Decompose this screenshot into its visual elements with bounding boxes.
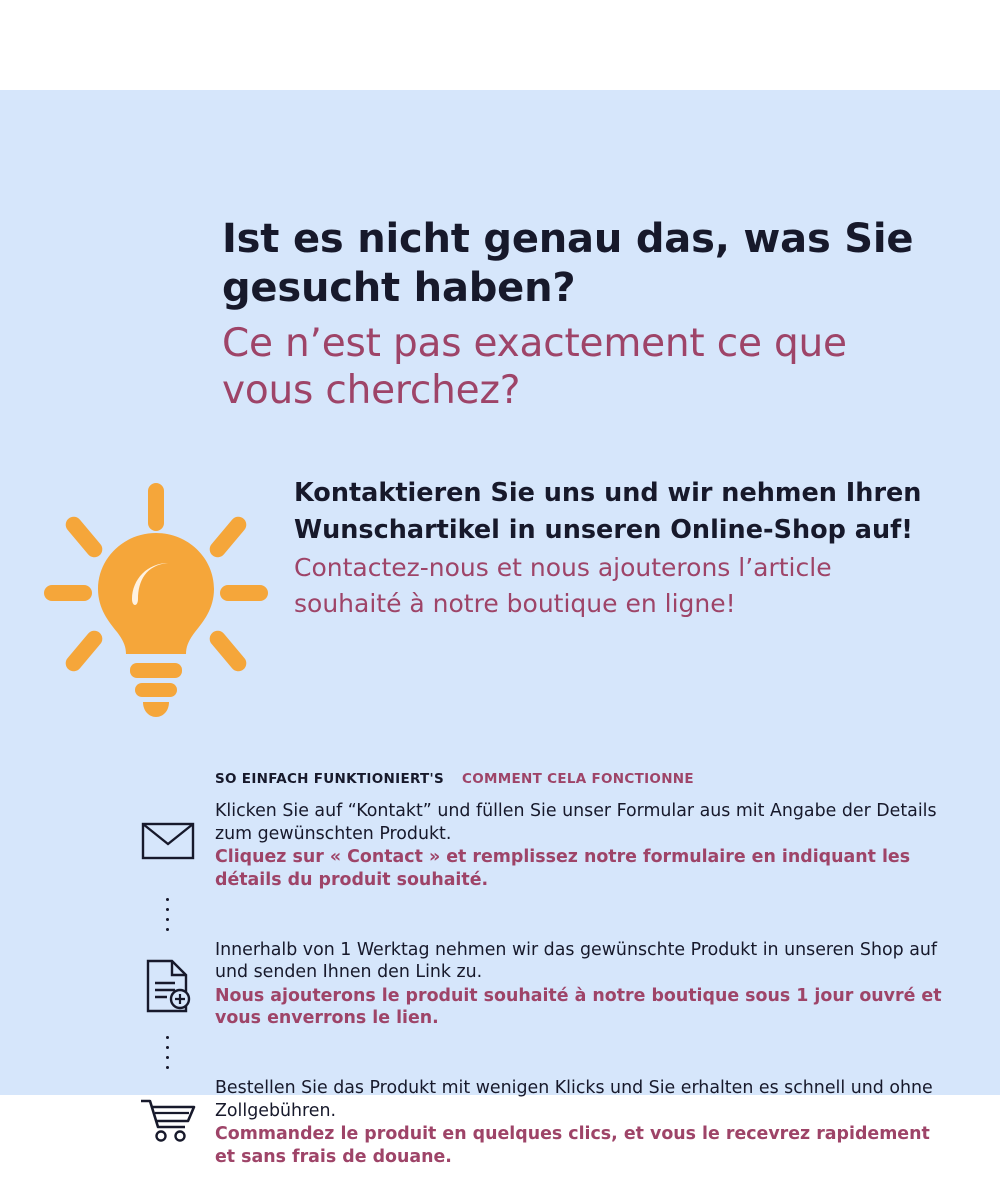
step-connector [120,1030,950,1075]
dotted-connector [120,892,215,937]
step-text [215,937,950,1031]
lightbulb-icon [36,475,276,725]
connector-dot [166,928,169,931]
connector-dot [166,908,169,911]
step-text-german: Innerhalb von 1 Werktag nehmen wir das gewünschte Produkt in unseren Shop auf und senden Ihnen den Link zu. [215,939,937,983]
step-text [215,1075,950,1169]
step-text-french: Cliquez sur « Contact » et remplissez notre formulaire en indiquant les détails du produit souhaité. [215,847,911,890]
step-text-french: Commandez le produit en quelques clics, et vous le recevrez rapidement et sans frais de douane. [215,1124,930,1167]
document-add-icon [120,937,215,1013]
step-text-german: Klicken Sie auf “Kontakt” und füllen Sie unser Formular aus mit Angabe der Details zum gewünschten Produkt. [215,801,937,844]
shopping-cart-icon [120,1075,215,1143]
step-text-french: Nous ajouterons le produit souhaité à notre boutique sous 1 jour ouvré et vous enverrons le lien. [215,985,942,1029]
list-item [120,798,950,892]
connector-dot [166,1036,169,1039]
subheadline-french: Contactez-nous et nous ajouterons l’article souhaité à notre boutique en ligne! [294,553,832,619]
headline-german: Ist es nicht genau das, was Sie gesucht haben? [222,216,914,311]
connector-dot [166,1056,169,1059]
envelope-icon [120,798,215,860]
step-text [215,798,950,892]
connector-dot [166,898,169,901]
connector-dot [166,1046,169,1049]
list-item [120,1075,950,1169]
list-item [120,937,950,1031]
how-it-works-label-french: COMMENT CELA FONCTIONNE [462,771,694,787]
step-text-german: Bestellen Sie das Produkt mit wenigen Klicks und Sie erhalten es schnell und ohne Zollgebühren. [215,1078,933,1121]
steps-list [120,798,950,1169]
connector-dot [166,1066,169,1069]
dotted-connector [120,1030,215,1075]
connector-dot [166,918,169,921]
headline-block [222,215,942,415]
step-connector [120,892,950,937]
subheadline-german: Kontaktieren Sie uns und wir nehmen Ihren Wunschartikel in unseren Online-Shop auf! [294,478,922,545]
promo-banner [0,90,1000,1167]
subheadline-block [294,475,934,622]
how-it-works-label-german: SO EINFACH FUNKTIONIERT'S [215,771,445,787]
headline-french: Ce n’est pas exactement ce que vous cherchez? [222,320,847,414]
how-it-works-header [215,771,694,787]
